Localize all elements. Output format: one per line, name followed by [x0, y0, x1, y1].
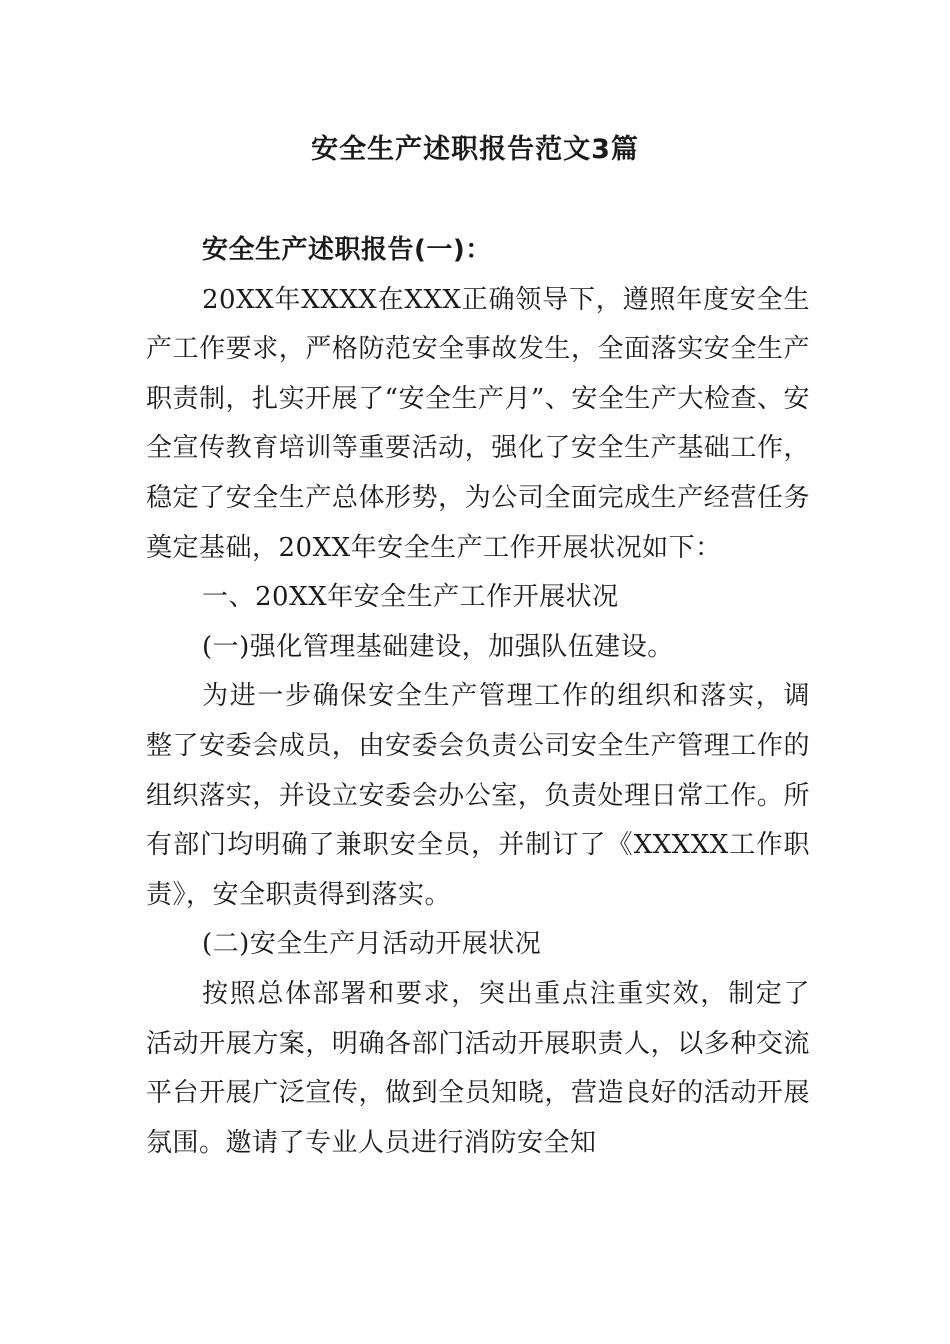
body-paragraph: 按照总体部署和要求，突出重点注重实效，制定了活动开展方案，明确各部门活动开展职责人，以多种交流平台开展广泛宣传，做到全员知晓，营造良好的活动开展氛围。邀请了专业人员进行消防安全知 — [146, 978, 810, 1158]
document-body — [146, 226, 810, 1168]
body-paragraph: 为进一步确保安全生产管理工作的组织和落实，调整了安委会成员，由安委会负责公司安全生产管理工作的组织落实，并设立安委会办公室，负责处理日常工作。所有部门均明确了兼职安全员，并制订了《XXXXX工作职责》，安全职责得到落实。 — [146, 681, 810, 910]
body-paragraph: 一、20XX年安全生产工作开展状况 — [202, 582, 619, 613]
document-title: 安全生产述职报告范文3篇 — [311, 134, 639, 165]
body-paragraph: 20XX年XXXX在XXX正确领导下，遵照年度安全生产工作要求，严格防范安全事故发生，全面落实安全生产职责制，扎实开展了“安全生产月”、安全生产大检查、安全宣传教育培训等重要活动，强化了安全生产基础工作，稳定了安全生产总体形势，为公司全面完成生产经营任务奠定基础，20XX年安全生产工作开展状况如下： — [146, 284, 810, 563]
body-paragraph: (二)安全生产月活动开展状况 — [202, 929, 542, 960]
section-heading: 安全生产述职报告(一)： — [202, 235, 492, 265]
body-paragraph: (一)强化管理基础建设，加强队伍建设。 — [202, 631, 674, 662]
